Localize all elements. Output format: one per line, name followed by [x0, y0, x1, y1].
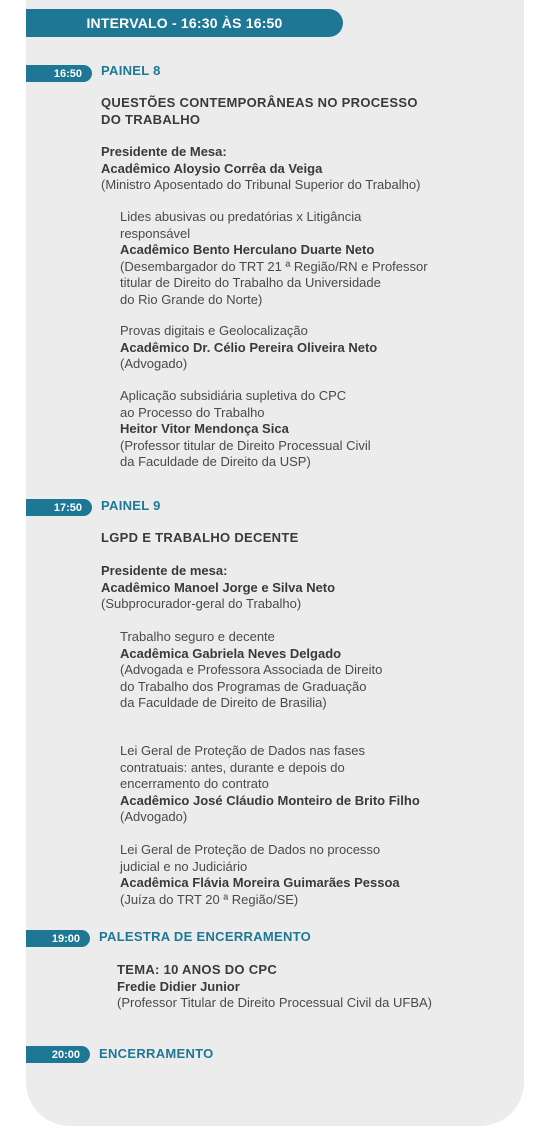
talk-role: (Advogado) [120, 809, 188, 824]
talk-speaker: Acadêmica Gabriela Neves Delgado [120, 645, 342, 661]
theme-line: DO TRABALHO [101, 111, 201, 127]
palestra-title: PALESTRA DE ENCERRAMENTO [99, 929, 312, 944]
president-name: Acadêmico Aloysio Corrêa da Veiga [101, 160, 323, 176]
talk-role: do Rio Grande do Norte) [120, 291, 263, 307]
painel9-theme [101, 530, 299, 547]
palestra-role: (Professor Titular de Direito Processual Civil da UFBA) [117, 995, 432, 1010]
talk-item [120, 209, 428, 308]
talk-role: da Faculdade de Direito de Brasilia) [120, 695, 327, 710]
talk-topic: Provas digitais e Geolocalização [120, 323, 308, 338]
painel8-title: PAINEL 8 [101, 63, 161, 78]
president-name: Acadêmico Manoel Jorge e Silva Neto [101, 579, 336, 595]
talk-role: (Advogada e Professora Associada de Direito [120, 662, 383, 677]
talk-role: da Faculdade de Direito da USP) [120, 454, 311, 469]
talk-topic: Trabalho seguro e decente [120, 629, 275, 644]
palestra-speaker: Fredie Didier Junior [117, 978, 240, 994]
talk-item [120, 388, 371, 471]
talk-topic: contratuais: antes, durante e depois do [120, 759, 345, 775]
president-role: (Subprocurador-geral do Trabalho) [101, 596, 302, 611]
talk-role: (Juíza do TRT 20 ª Região/SE) [120, 891, 299, 907]
talk-speaker: Heitor Vitor Mendonça Sica [120, 421, 289, 436]
talk-speaker: Acadêmico José Cláudio Monteiro de Brito Filho [120, 792, 420, 808]
talk-role: titular de Direito do Trabalho da Universidade [120, 275, 381, 290]
talk-role: (Professor titular de Direito Processual Civil [120, 437, 371, 453]
talk-role: (Advogado) [120, 356, 188, 371]
theme-line: QUESTÕES CONTEMPORÂNEAS NO PROCESSO [101, 95, 418, 110]
talk-role: do Trabalho dos Programas de Graduação [120, 678, 367, 694]
time-badge-painel9: 17:50 [26, 499, 92, 516]
talk-topic: encerramento do contrato [120, 776, 269, 791]
talk-speaker: Acadêmica Flávia Moreira Guimarães Pessoa [120, 875, 400, 890]
talk-speaker: Acadêmico Dr. Célio Pereira Oliveira Neto [120, 339, 378, 355]
talk-topic: Lei Geral de Proteção de Dados nas fases [120, 743, 365, 758]
talk-topic: Lides abusivas ou predatórias x Litigância [120, 209, 362, 224]
painel8-president [101, 144, 420, 194]
president-role: (Ministro Aposentado do Tribunal Superior do Trabalho) [101, 177, 421, 192]
palestra-info [117, 962, 432, 1012]
time-badge-palestra: 19:00 [26, 930, 90, 947]
talk-item [120, 743, 420, 826]
intervalo-banner: INTERVALO - 16:30 ÀS 16:50 [26, 9, 343, 37]
talk-item [120, 629, 382, 712]
talk-item [120, 842, 400, 908]
time-badge-encerramento: 20:00 [26, 1046, 90, 1063]
palestra-theme: TEMA: 10 ANOS DO CPC [117, 962, 278, 977]
talk-role: (Desembargador do TRT 21 ª Região/RN e Professor [120, 258, 428, 274]
painel8-theme [101, 95, 418, 128]
talk-topic: Aplicação subsidiária supletiva do CPC [120, 388, 347, 403]
talk-topic: ao Processo do Trabalho [120, 404, 265, 420]
talk-topic: judicial e no Judiciário [120, 858, 248, 874]
talk-item [120, 323, 377, 373]
talk-topic: responsável [120, 225, 191, 241]
talk-topic: Lei Geral de Proteção de Dados no processo [120, 842, 381, 857]
painel9-title: PAINEL 9 [101, 498, 161, 513]
time-badge-painel8: 16:50 [26, 65, 92, 82]
president-label: Presidente de Mesa: [101, 144, 227, 159]
encerramento-title: ENCERRAMENTO [99, 1046, 214, 1061]
theme-line: LGPD E TRABALHO DECENTE [101, 530, 299, 545]
president-label: Presidente de mesa: [101, 563, 228, 578]
talk-speaker: Acadêmico Bento Herculano Duarte Neto [120, 242, 375, 257]
painel9-president [101, 563, 335, 613]
